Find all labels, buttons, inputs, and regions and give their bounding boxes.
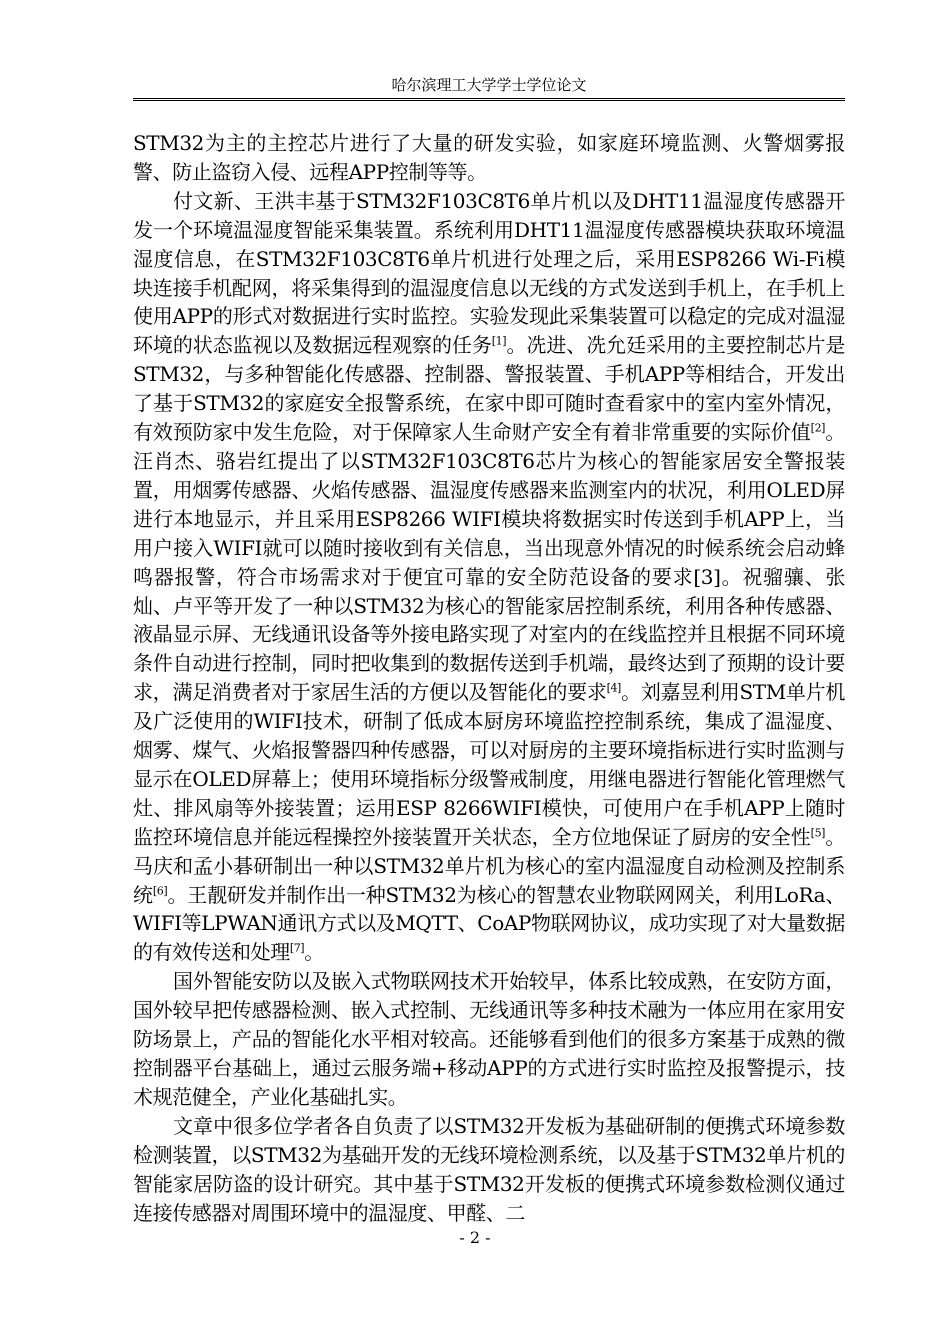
citation-marker: [2] xyxy=(810,421,826,435)
body-text xyxy=(133,129,845,1227)
paragraph-text: 文章中很多位学者各自负责了以STM32开发板为基础研制的便携式环境参数检测装置，以STM32为基础开发的无线环境检测系统，以及基于STM32单片机的智能家居防盗的设计研究。其中基于STM32开发板的便携式环境参数检测仪通过连接传感器对周围环境中的温湿度、甲醛、二 xyxy=(133,1113,845,1225)
paragraph xyxy=(133,967,845,1112)
paragraph-text: 。 xyxy=(304,940,324,965)
paragraph-text: 。刘嘉昱利用STM单片机及广泛使用的WIFI技术，研制了低成本厨房环境监控控制系统，集成了温湿度、烟雾、煤气、火焰报警器四种传感器，可以对厨房的主要环境指标进行实时监测与显示在OLED屏幕上；使用环境指标分级警戒制度，用继电器进行智能化管理燃气灶、排风扇等外接装置；运用ESP 8266WIFI模快，可使用户在手机APP上随时监控环境信息并能远程操控外接装置开关状态，全方位地保证了厨房的安全性 xyxy=(133,680,845,849)
paragraph xyxy=(133,129,845,187)
paragraph xyxy=(133,187,845,967)
paragraph-text: 国外智能安防以及嵌入式物联网技术开始较早，体系比较成熟，在安防方面，国外较早把传感器检测、嵌入式控制、无线通讯等多种技术融为一体应用在家用安防场景上，产品的智能化水平相对较高。还能够看到他们的很多方案基于成熟的微控制器平台基础上，通过云服务端+移动APP的方式进行实时监控及报警提示，技术规范健全，产业化基础扎实。 xyxy=(133,969,845,1109)
paragraph-text: STM32为主的主控芯片进行了大量的研发实验，如家庭环境监测、火警烟雾报警、防止盗窃入侵、远程APP控制等等。 xyxy=(133,131,845,184)
citation-marker: [5] xyxy=(810,826,826,840)
paragraph-text: 。冼进、冼允廷采用的主要控制芯片是STM32，与多种智能化传感器、控制器、警报装置、手机APP等相结合，开发出了基于STM32的家庭安全报警系统，在家中即可随时查看家中的室内室外情况，有效预防家中发生危险，对于保障家人生命财产安全有着非常重要的实际价值 xyxy=(133,333,845,445)
citation-marker: [4] xyxy=(606,681,621,695)
paragraph xyxy=(133,1112,845,1228)
citation-marker: [7] xyxy=(289,941,305,955)
paragraph-text: 付文新、王洪丰基于STM32F103C8T6单片机以及DHT11温湿度传感器开发一个环境温湿度智能采集装置。系统利用DHT11温湿度传感器模块获取环境温湿度信息，在STM32F103C8T6单片机进行处理之后，采用ESP8266 Wi-Fi模块连接手机配网，将采集得到的温湿度信息以无线的方式发送到手机上，在手机上使用APP的形式对数据进行实时监控。实验发现此采集装置可以稳定的完成对温湿环境的状态监视以及数据远程观察的任务 xyxy=(133,188,845,358)
running-header: 哈尔滨理工大学学士学位论文 xyxy=(133,72,845,101)
paragraph-text: 。马庆和孟小碁研制出一种以STM32单片机为核心的室内温湿度自动检测及控制系统 xyxy=(133,824,845,907)
paragraph-text: 。汪肖杰、骆岩红提出了以STM32F103C8T6芯片为核心的智能家居安全警报装置，用烟雾传感器、火焰传感器、温湿度传感器来监测室内的状况，利用OLED屏进行本地显示，并且采用ESP8266 WIFI模块将数据实时传送到手机APP上，当用户接入WIFI就可以随时接收到有关信息，当出现意外情况的时候系统会启动蜂鸣器报警，符合市场需求对于便宜可靠的安全防范设备的要求[3]。祝骝骧、张灿、卢平等开发了一种以STM32为核心的智能家居控制系统，利用各种传感器、液晶显示屏、无线通讯设备等外接电路实现了对室内的在线监控并且根据不同环境条件自动进行控制，同时把收集到的数据传送到手机端，最终达到了预期的设计要求，满足消费者对于家居生活的方便以及智能化的要求 xyxy=(133,420,845,705)
paragraph-text: 。王靓研发并制作出一种STM32为核心的智慧农业物联网网关，利用LoRa、WIFI等LPWAN通讯方式以及MQTT、CoAP物联网协议，成功实现了对大量数据的有效传送和处理 xyxy=(133,882,845,965)
citation-marker: [1] xyxy=(491,334,507,348)
citation-marker: [6] xyxy=(152,883,168,897)
page-number: - 2 - xyxy=(459,1228,491,1247)
